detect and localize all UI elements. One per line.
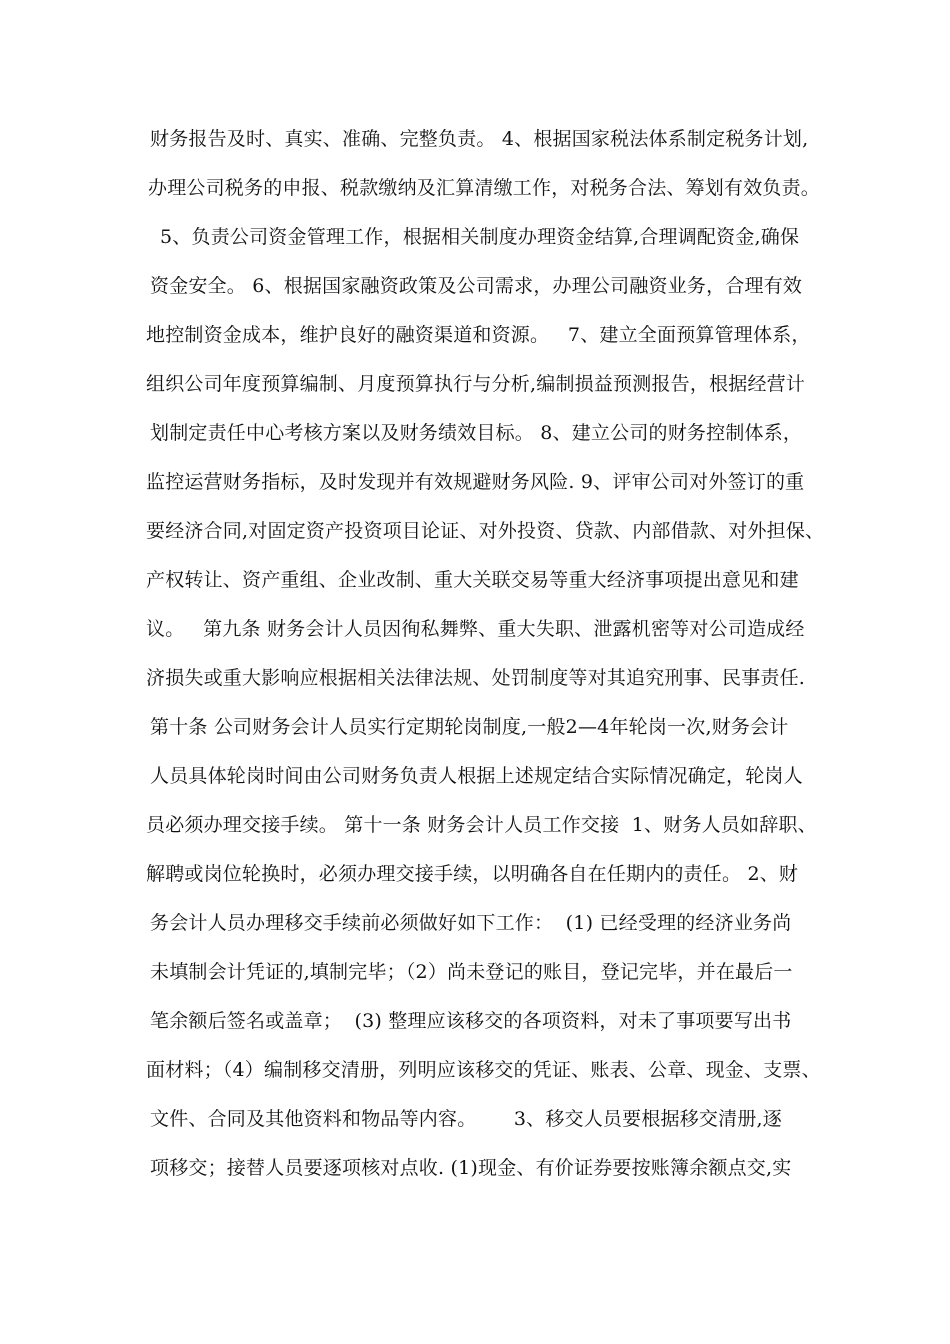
text-line: 划制定责任中心考核方案以及财务绩效目标。 8、建立公司的财务控制体系， [150,422,803,444]
text-line: 笔余额后签名或盖章； (3) 整理应该移交的各项资料，对未了事项要写出书 [150,1010,792,1032]
text-line: 员必须办理交接手续。 第十一条 财务会计人员工作交接 1、财务人员如辞职、 [146,814,817,836]
text-line: 项移交；接替人员要逐项核对点收. (1)现金、有价证券要按账簿余额点交,实 [150,1157,792,1179]
text-line: 监控运营财务指标，及时发现并有效规避财务风险. 9、评审公司对外签订的重 [146,471,805,493]
text-line: 面材料；（4）编制移交清册，列明应该移交的凭证、账表、公章、现金、支票、 [146,1059,821,1081]
text-line: 文件、合同及其他资料和物品等内容。 3、移交人员要根据移交清册,逐 [150,1108,782,1130]
text-line: 地控制资金成本，维护良好的融资渠道和资源。 7、建立全面预算管理体系， [146,324,811,346]
text-line: 办理公司税务的申报、税款缴纳及汇算清缴工作，对税务合法、筹划有效负责。 [148,177,821,199]
text-line: 产权转让、资产重组、企业改制、重大关联交易等重大经济事项提出意见和建 [146,569,799,591]
text-line: 第十条 公司财务会计人员实行定期轮岗制度,一般2—4年轮岗一次,财务会计 [150,716,789,738]
text-line: 5、负责公司资金管理工作，根据相关制度办理资金结算,合理调配资金,确保 [160,226,800,248]
text-line: 未填制会计凭证的,填制完毕；（2）尚未登记的账目，登记完毕，并在最后一 [150,961,793,983]
text-line: 资金安全。 6、根据国家融资政策及公司需求，办理公司融资业务，合理有效 [150,275,803,297]
text-line: 要经济合同,对固定资产投资项目论证、对外投资、贷款、内部借款、对外担保、 [146,520,825,542]
text-line: 济损失或重大影响应根据相关法律法规、处罚制度等对其追究刑事、民事责任. [146,667,806,689]
text-line: 人员具体轮岗时间由公司财务负责人根据上述规定结合实际情况确定，轮岗人 [150,765,803,787]
text-line: 务会计人员办理移交手续前必须做好如下工作： (1) 已经受理的经济业务尚 [150,912,792,934]
text-line: 财务报告及时、真实、准确、完整负责。 4、根据国家税法体系制定税务计划, [150,128,809,150]
text-line: 议。 第九条 财务会计人员因徇私舞弊、重大失职、泄露机密等对公司造成经 [146,618,805,640]
text-line: 组织公司年度预算编制、月度预算执行与分析,编制损益预测报告，根据经营计 [146,373,806,395]
text-line: 解聘或岗位轮换时，必须办理交接手续，以明确各自在任期内的责任。 2、财 [146,863,799,885]
